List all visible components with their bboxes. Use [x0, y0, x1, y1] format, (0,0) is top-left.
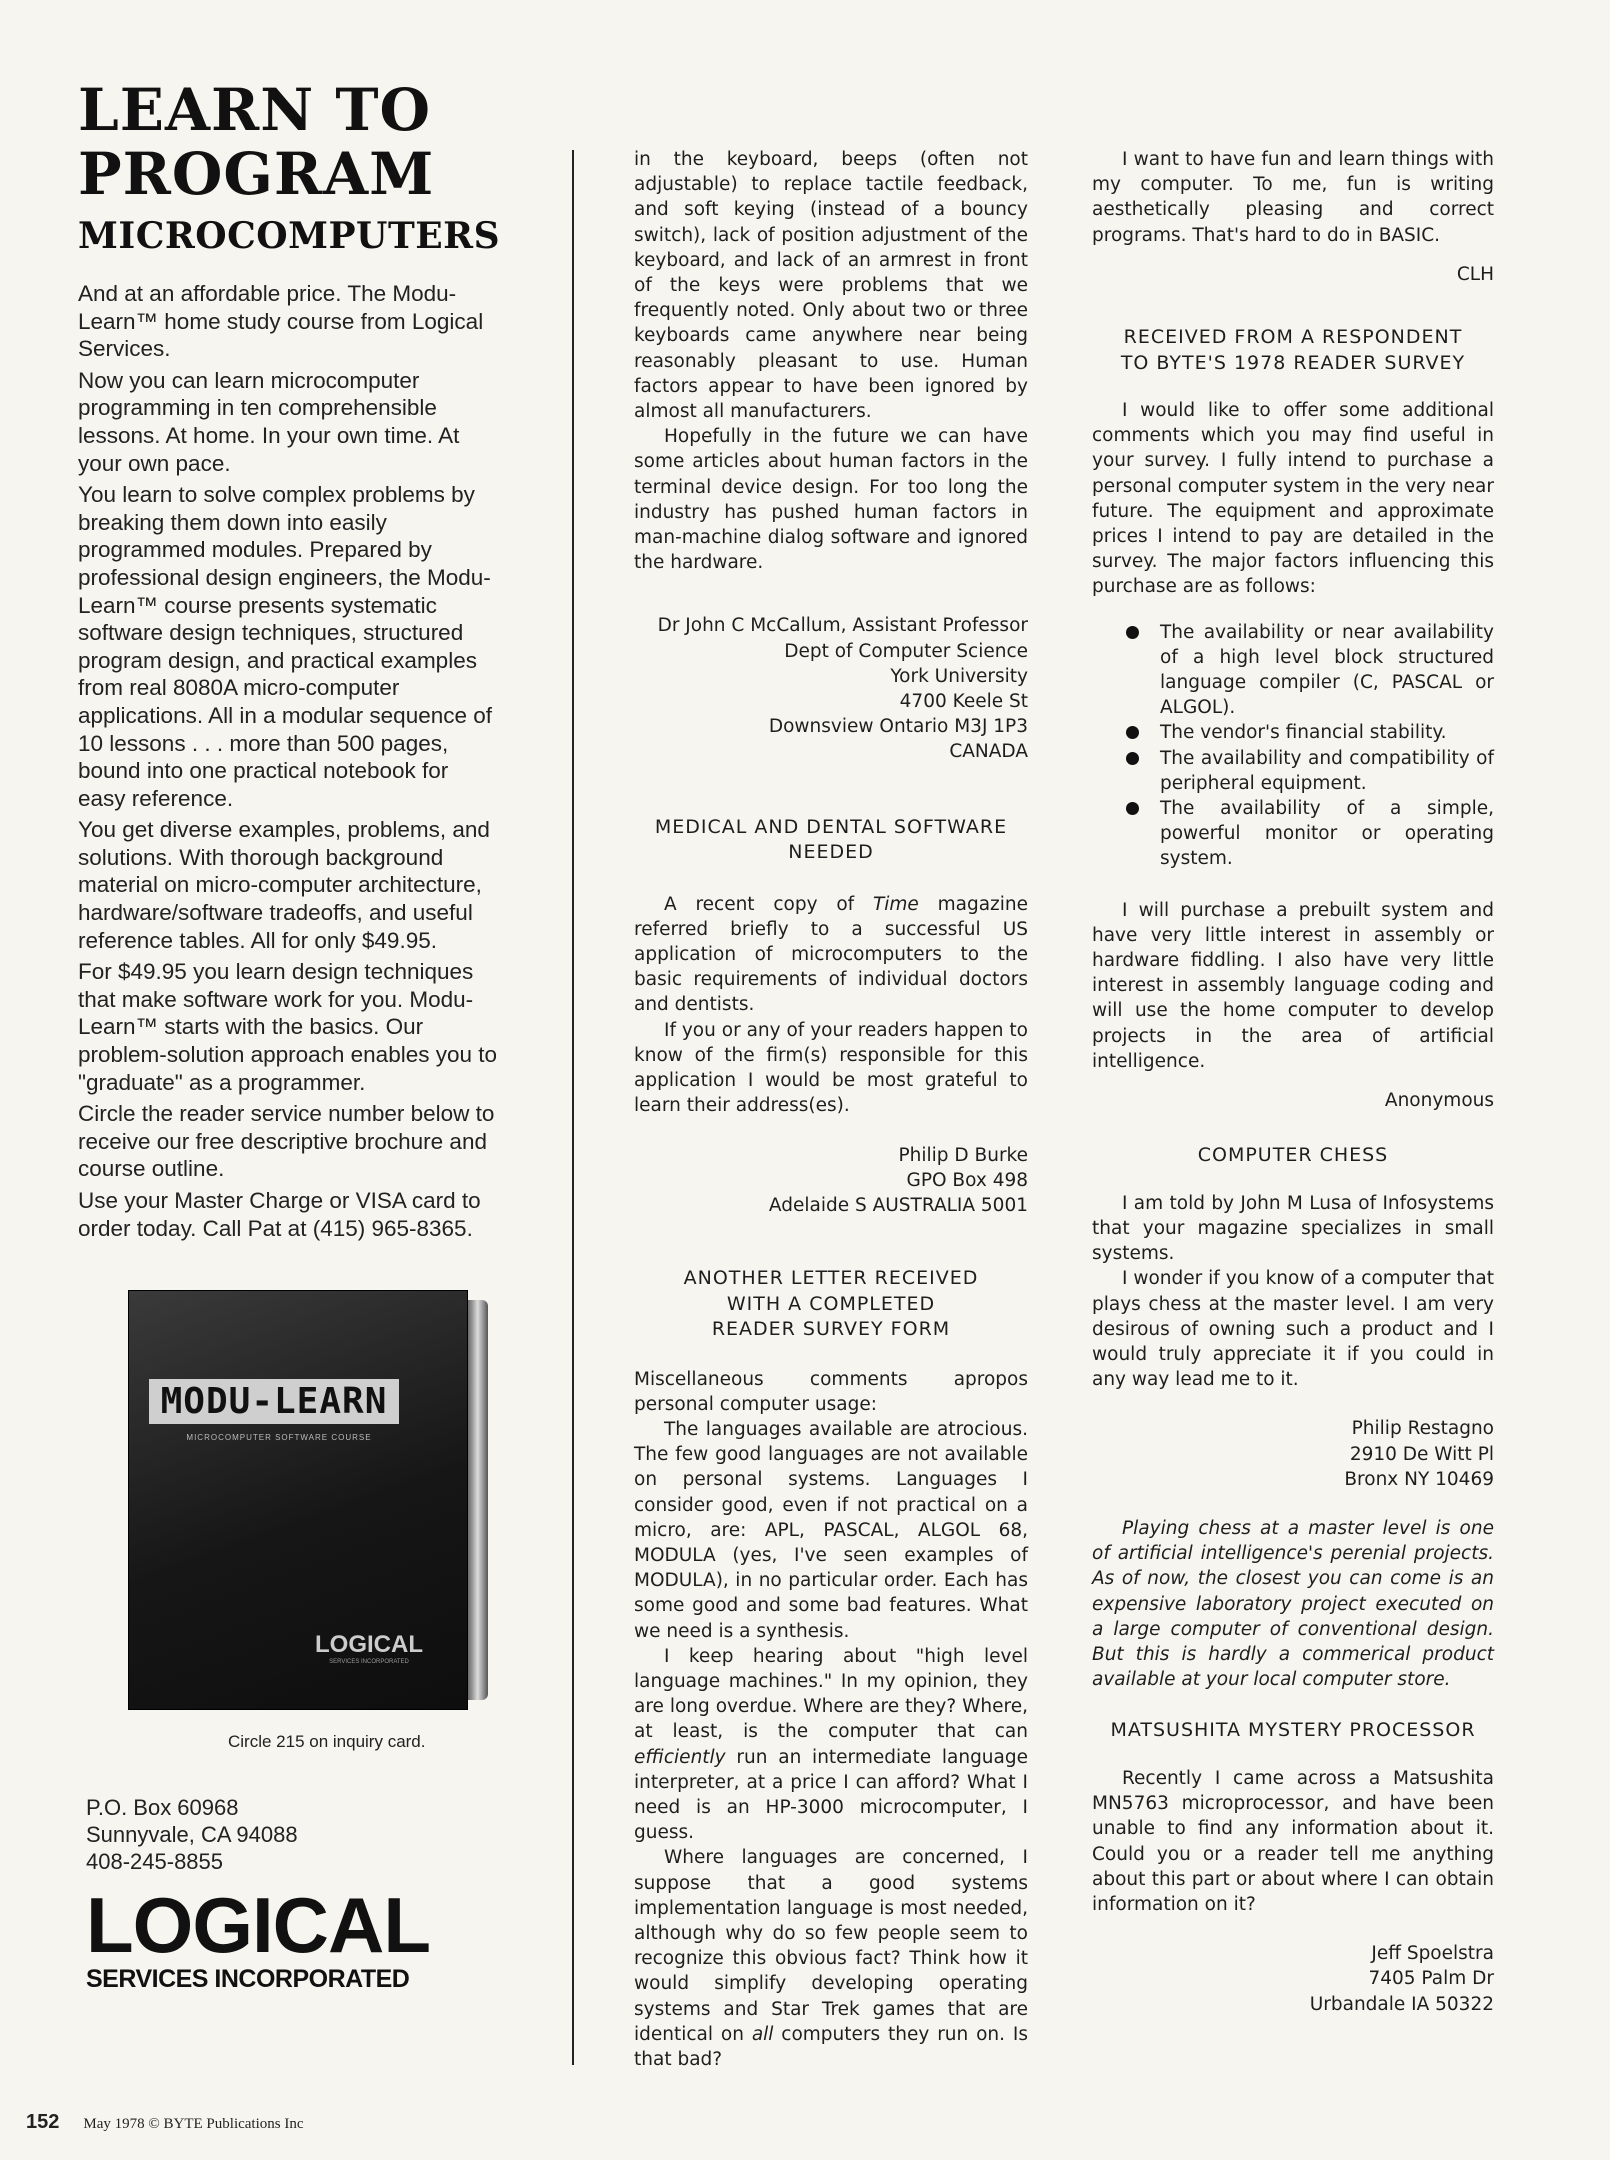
- binder-logo-subtitle: SERVICES INCORPORATED: [329, 1659, 409, 1666]
- bullet-list: [1092, 620, 1494, 872]
- signature-line: CANADA: [949, 741, 1028, 763]
- page-number: 152: [26, 2111, 60, 2133]
- text-run: A recent copy of: [664, 893, 873, 915]
- signature-line: York University: [890, 665, 1028, 687]
- heading-line: RECEIVED FROM A RESPONDENT: [1123, 326, 1463, 349]
- text-run: Where languages are concerned, I suppose that a good systems implementation language is most needed, although why do so few people seem to recognize this obvious fact? Think how it would simplify developing operating systems and Star Trek games that are identical on: [634, 1847, 1028, 2045]
- company-address: [86, 1794, 498, 1875]
- ad-paragraph: Use your Master Charge or VISA card to order today. Call Pat at (415) 965-8365.: [78, 1188, 481, 1241]
- signature-line: 7405 Palm Dr: [1368, 1968, 1494, 1990]
- signature-block: [1092, 1941, 1494, 2017]
- letter-paragraph: The languages available are atrocious. The few good languages are not available on personal systems. Languages I consider good, even if not practical on a micro, are: APL, PASCAL, ALGOL 68, MODULA (yes, I've seen examples of MODULA), in no particular order. Each has some good and some bad features. What we need is a synthesis.: [634, 1419, 1028, 1642]
- advertisement: [78, 76, 501, 1994]
- signature-line: Downsview Ontario M3J 1P3: [768, 716, 1028, 738]
- heading-line: MEDICAL AND DENTAL SOFTWARE: [654, 815, 1008, 838]
- letter-paragraph: [634, 1644, 1028, 1846]
- letters-column-right: [1092, 147, 1494, 2017]
- signature-block: [634, 613, 1028, 764]
- address-line: P.O. Box 60968: [86, 1795, 239, 1821]
- ad-headline-line-1: LEARN TO: [78, 76, 432, 144]
- address-line: Sunnyvale, CA 94088: [86, 1822, 298, 1848]
- letter-paragraph: Recently I came across a Matsushita MN5763 microprocessor, and have been unable to find any information about it. Could you or a reader tell me anything about this part or about where I can obtain information on it?: [1092, 1767, 1494, 1915]
- signature-block: CLH: [1456, 263, 1494, 285]
- binder-logo: LOGICAL: [315, 1631, 423, 1659]
- letter-paragraph: in the keyboard, beeps (often not adjustable) to replace tactile feedback, and soft keying (instead of a bouncy switch), lack of position adjustment of the keyboard, and lack of an armrest in front of the keys were problems that we frequently noted. Only about two or three keyboards came anywhere near being reasonably pleasant to use. Human factors appear to have been ignored by almost all manufacturers.: [634, 149, 1028, 423]
- binder-image: [128, 1290, 488, 1710]
- letter-paragraph: Hopefully in the future we can have some articles about human factors in the terminal device design. For too long the industry has pushed human factors in man-machine dialog software and ignored the hardware.: [634, 426, 1028, 574]
- ad-body: [78, 280, 498, 1242]
- signature-line: Bronx NY 10469: [1344, 1468, 1494, 1490]
- section-heading: [634, 1266, 1028, 1343]
- section-heading: [1092, 325, 1494, 376]
- binder-subtitle: MICROCOMPUTER SOFTWARE COURSE: [186, 1433, 372, 1443]
- letter-paragraph: [634, 892, 1028, 1018]
- bullet-item: The vendor's financial stability.: [1092, 720, 1494, 745]
- section-heading: MATSUSHITA MYSTERY PROCESSOR: [1110, 1719, 1476, 1742]
- ad-headline-line-3: MICROCOMPUTERS: [78, 215, 501, 257]
- bullet-item: The availability and compatibility of peripheral equipment.: [1092, 746, 1494, 796]
- bullet-item: The availability or near availability of a high level block structured language compiler (C, PASCAL or ALGOL).: [1092, 620, 1494, 721]
- letter-paragraph: Miscellaneous comments apropos personal computer usage:: [634, 1368, 1028, 1415]
- letter-paragraph: I want to have fun and learn things with my computer. To me, fun is writing aesthetically pleasing and correct programs. That's hard to do in BASIC.: [1092, 149, 1494, 246]
- text-run: run an intermediate language interpreter, at a price I can afford? What I need is an HP-3000 microcomputer, I guess.: [634, 1746, 1028, 1844]
- binder-title: MODU-LEARN: [149, 1379, 399, 1424]
- text-run: I keep hearing about "high level language machines." In my opinion, they are long overdue. Where are they? Where, at least, is the computer that can: [634, 1645, 1028, 1743]
- ad-paragraph: And at an affordable price. The Modu-Learn™ home study course from Logical Services.: [78, 281, 484, 362]
- heading-line: TO BYTE'S 1978 READER SURVEY: [1120, 351, 1466, 374]
- signature-line: 2910 De Witt Pl: [1349, 1443, 1494, 1465]
- ad-paragraph: You learn to solve complex problems by breaking them down into easily programmed modules. Prepared by professional design engineers, the Modu-Learn™ course presents systematic software design techniques, structured program design, and practical examples from real 8080A micro-computer applications. All in a modular sequence of 10 lessons . . . more than 500 pages, bound into one practical notebook for easy reference.: [78, 482, 493, 811]
- page-footer: [26, 2111, 304, 2134]
- signature-block: [634, 1143, 1028, 1219]
- signature-line: Philip D Burke: [898, 1144, 1028, 1166]
- heading-line: NEEDED: [788, 841, 874, 864]
- signature-line: Dept of Computer Science: [784, 640, 1028, 662]
- signature-line: Urbandale IA 50322: [1309, 1993, 1494, 2015]
- signature-line: Adelaide S AUSTRALIA 5001: [768, 1194, 1028, 1216]
- ad-paragraph: Circle the reader service number below to receive our free descriptive brochure and course outline.: [78, 1101, 495, 1182]
- section-heading: COMPUTER CHESS: [1197, 1144, 1389, 1167]
- letter-paragraph: I will purchase a prebuilt system and have very little interest in assembly or hardware fiddling. I also have very little interest in assembly language coding and will use the home computer to develop projects in the area of artificial intelligence.: [1092, 899, 1494, 1072]
- letter-paragraph: I wonder if you know of a computer that plays chess at the master level. I am very desirous of owning such a product and I would truly appreciate it if you could in any way lead me to it.: [1092, 1268, 1494, 1391]
- address-line: 408-245-8855: [86, 1849, 224, 1875]
- letter-paragraph: If you or any of your readers happen to know of the firm(s) responsible for this application I would be most grateful to learn their address(es).: [634, 1019, 1028, 1117]
- ad-paragraph: Now you can learn microcomputer programming in ten comprehensible lessons. At home. In your own time. At your own pace.: [78, 367, 460, 476]
- signature-line: GPO Box 498: [906, 1169, 1028, 1191]
- text-run: computers they run on. Is that bad?: [634, 2023, 1028, 2071]
- signature-line: Jeff Spoelstra: [1371, 1943, 1494, 1965]
- text-emphasis: all: [751, 2023, 774, 2045]
- bullet-item: The availability of a simple, powerful monitor or operating system.: [1092, 796, 1494, 872]
- letters-column-middle: [634, 147, 1028, 2072]
- company-logo: LOGICAL: [86, 1881, 430, 1970]
- footer-credit: May 1978 © BYTE Publications Inc: [83, 2116, 304, 2132]
- inquiry-card-note: Circle 215 on inquiry card.: [228, 1732, 426, 1752]
- heading-line: READER SURVEY FORM: [711, 1318, 951, 1341]
- signature-line: Dr John C McCallum, Assistant Professor: [657, 615, 1028, 637]
- signature-line: Philip Restagno: [1351, 1418, 1494, 1440]
- ad-headline-line-2: PROGRAM: [78, 140, 435, 208]
- company-logo-subtitle: SERVICES INCORPORATED: [86, 1965, 410, 1994]
- text-emphasis: efficiently: [634, 1746, 726, 1768]
- heading-line: ANOTHER LETTER RECEIVED: [683, 1267, 979, 1290]
- column-divider: [572, 150, 574, 2065]
- signature-block: [1092, 1416, 1494, 1492]
- ad-paragraph: You get diverse examples, problems, and solutions. With thorough background material on micro-computer architecture, hardware/software tradeoffs, and useful reference tables. All for only $49.95.: [78, 817, 490, 953]
- magazine-title: Time: [872, 893, 919, 915]
- heading-line: WITH A COMPLETED: [726, 1292, 936, 1315]
- ad-paragraph: For $49.95 you learn design techniques that make software work for you. Modu-Learn™ starts with the basics. Our problem-solution approach enables you to "graduate" as a programmer.: [78, 959, 498, 1095]
- letter-paragraph: I am told by John M Lusa of Infosystems that your magazine specializes in small systems.: [1092, 1192, 1494, 1265]
- binder-cover: [128, 1290, 468, 1710]
- letter-paragraph: I would like to offer some additional comments which you may find useful in your survey. I fully intend to purchase a personal computer system in the very near future. The equipment and approximate prices I intend to pay are detailed in the survey. The major factors influencing this purchase are as follows:: [1092, 400, 1494, 598]
- text-run: magazine referred briefly to a successful US application of microcomputers to the basic requirements of individual doctors and dentists.: [634, 893, 1029, 1016]
- section-heading: [634, 815, 1028, 866]
- letter-paragraph: [634, 1845, 1028, 2072]
- editor-note: Playing chess at a master level is one of artificial intelligence's perenial projects. As of now, the closest you can come is an expensive laboratory project executed on a large computer of conventional design. But this is hardly a commerical product available at your local computer store.: [1092, 1518, 1494, 1691]
- signature-line: 4700 Keele St: [899, 691, 1028, 713]
- signature-block: Anonymous: [1384, 1090, 1494, 1112]
